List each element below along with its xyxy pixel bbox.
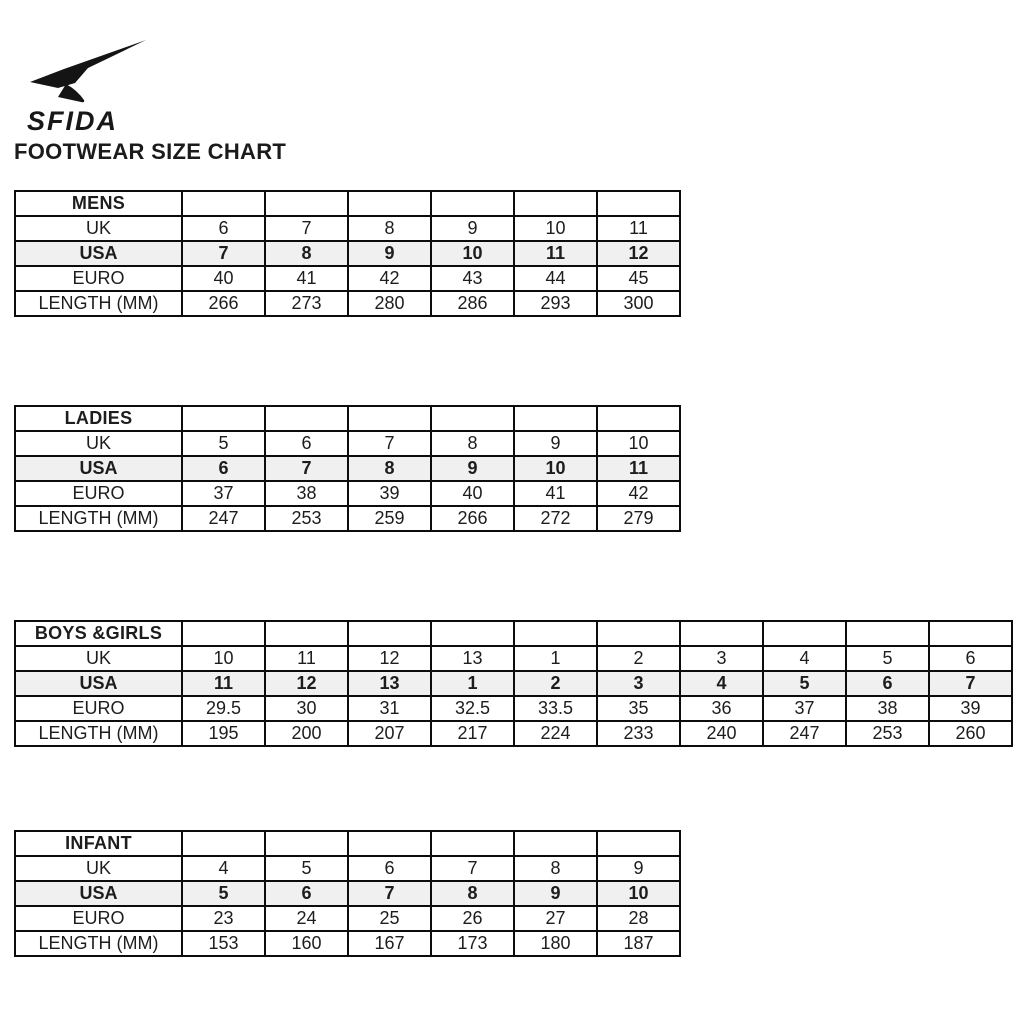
size-value: 43 (431, 266, 514, 291)
size-value: 10 (514, 456, 597, 481)
size-value: 247 (763, 721, 846, 746)
size-value: 253 (846, 721, 929, 746)
row-label: USA (15, 456, 182, 481)
size-value: 6 (265, 881, 348, 906)
header-cell-empty (597, 191, 680, 216)
size-value: 3 (597, 671, 680, 696)
size-value: 293 (514, 291, 597, 316)
table-title: INFANT (15, 831, 182, 856)
size-value: 1 (431, 671, 514, 696)
size-value: 240 (680, 721, 763, 746)
size-value: 4 (680, 671, 763, 696)
lightning-bolt-icon (27, 38, 149, 104)
row-label: USA (15, 671, 182, 696)
size-table-boys-girls (14, 620, 1013, 747)
table-title: LADIES (15, 406, 182, 431)
size-value: 7 (348, 431, 431, 456)
size-value: 9 (431, 216, 514, 241)
size-value: 40 (431, 481, 514, 506)
header-cell-empty (514, 621, 597, 646)
header-cell-empty (929, 621, 1012, 646)
table-header-row (15, 191, 680, 216)
size-value: 39 (348, 481, 431, 506)
table-row-length-mm (15, 291, 680, 316)
header-cell-empty (597, 621, 680, 646)
size-value: 8 (431, 431, 514, 456)
header-cell-empty (846, 621, 929, 646)
row-label: LENGTH (MM) (15, 291, 182, 316)
size-value: 195 (182, 721, 265, 746)
size-value: 11 (265, 646, 348, 671)
row-label: EURO (15, 266, 182, 291)
size-value: 23 (182, 906, 265, 931)
size-value: 40 (182, 266, 265, 291)
size-value: 300 (597, 291, 680, 316)
size-value: 13 (431, 646, 514, 671)
table-row-length-mm (15, 506, 680, 531)
size-value: 280 (348, 291, 431, 316)
size-value: 5 (846, 646, 929, 671)
row-label: UK (15, 216, 182, 241)
size-value: 6 (265, 431, 348, 456)
header-cell-empty (265, 621, 348, 646)
table-row-usa (15, 881, 680, 906)
size-value: 2 (597, 646, 680, 671)
size-value: 8 (514, 856, 597, 881)
size-value: 273 (265, 291, 348, 316)
header-cell-empty (514, 191, 597, 216)
size-value: 247 (182, 506, 265, 531)
size-value: 3 (680, 646, 763, 671)
size-value: 272 (514, 506, 597, 531)
size-value: 27 (514, 906, 597, 931)
table-row-usa (15, 456, 680, 481)
size-value: 5 (265, 856, 348, 881)
size-value: 10 (597, 881, 680, 906)
header-cell-empty (348, 621, 431, 646)
table-row-uk (15, 431, 680, 456)
size-value: 253 (265, 506, 348, 531)
table-header-row (15, 831, 680, 856)
size-value: 37 (763, 696, 846, 721)
size-value: 10 (182, 646, 265, 671)
size-value: 200 (265, 721, 348, 746)
size-value: 286 (431, 291, 514, 316)
size-value: 7 (431, 856, 514, 881)
row-label: UK (15, 856, 182, 881)
header-cell-empty (348, 831, 431, 856)
size-value: 8 (348, 456, 431, 481)
size-value: 10 (431, 241, 514, 266)
header-cell-empty (182, 191, 265, 216)
size-value: 8 (348, 216, 431, 241)
size-value: 24 (265, 906, 348, 931)
size-value: 4 (763, 646, 846, 671)
table-row-euro (15, 481, 680, 506)
size-value: 6 (929, 646, 1012, 671)
size-value: 12 (597, 241, 680, 266)
size-value: 37 (182, 481, 265, 506)
header-cell-empty (514, 406, 597, 431)
header-cell-empty (431, 831, 514, 856)
row-label: EURO (15, 696, 182, 721)
table-title: MENS (15, 191, 182, 216)
size-value: 9 (514, 881, 597, 906)
header-cell-empty (265, 191, 348, 216)
header-cell-empty (680, 621, 763, 646)
size-value: 279 (597, 506, 680, 531)
size-value: 4 (182, 856, 265, 881)
row-label: LENGTH (MM) (15, 506, 182, 531)
header-cell-empty (597, 406, 680, 431)
header-cell-empty (182, 831, 265, 856)
size-value: 38 (846, 696, 929, 721)
size-value: 29.5 (182, 696, 265, 721)
header-cell-empty (431, 191, 514, 216)
size-value: 6 (182, 216, 265, 241)
size-value: 5 (182, 431, 265, 456)
size-value: 13 (348, 671, 431, 696)
size-value: 41 (514, 481, 597, 506)
size-value: 5 (763, 671, 846, 696)
row-label: USA (15, 881, 182, 906)
size-value: 11 (597, 456, 680, 481)
size-value: 224 (514, 721, 597, 746)
table-header-row (15, 406, 680, 431)
size-value: 44 (514, 266, 597, 291)
size-value: 11 (182, 671, 265, 696)
size-value: 153 (182, 931, 265, 956)
size-value: 11 (514, 241, 597, 266)
size-value: 6 (846, 671, 929, 696)
size-value: 187 (597, 931, 680, 956)
size-value: 1 (514, 646, 597, 671)
row-label: UK (15, 431, 182, 456)
table-title: BOYS &GIRLS (15, 621, 182, 646)
size-value: 167 (348, 931, 431, 956)
size-value: 10 (597, 431, 680, 456)
header-cell-empty (597, 831, 680, 856)
size-value: 26 (431, 906, 514, 931)
size-value: 42 (348, 266, 431, 291)
size-value: 173 (431, 931, 514, 956)
table-row-euro (15, 906, 680, 931)
size-value: 160 (265, 931, 348, 956)
size-value: 5 (182, 881, 265, 906)
header-cell-empty (763, 621, 846, 646)
size-value: 7 (265, 216, 348, 241)
size-value: 260 (929, 721, 1012, 746)
table-header-row (15, 621, 1012, 646)
size-value: 33.5 (514, 696, 597, 721)
size-value: 12 (348, 646, 431, 671)
size-value: 266 (431, 506, 514, 531)
size-value: 8 (265, 241, 348, 266)
header-cell-empty (431, 621, 514, 646)
row-label: LENGTH (MM) (15, 721, 182, 746)
size-value: 2 (514, 671, 597, 696)
size-value: 207 (348, 721, 431, 746)
size-value: 266 (182, 291, 265, 316)
table-row-uk (15, 856, 680, 881)
size-value: 12 (265, 671, 348, 696)
size-value: 8 (431, 881, 514, 906)
row-label: UK (15, 646, 182, 671)
size-value: 11 (597, 216, 680, 241)
size-value: 45 (597, 266, 680, 291)
size-table-mens (14, 190, 681, 317)
size-value: 30 (265, 696, 348, 721)
brand-name: SFIDA (27, 106, 118, 136)
header-cell-empty (182, 406, 265, 431)
header-cell-empty (431, 406, 514, 431)
size-value: 6 (182, 456, 265, 481)
size-value: 10 (514, 216, 597, 241)
size-value: 233 (597, 721, 680, 746)
size-value: 39 (929, 696, 1012, 721)
size-value: 9 (431, 456, 514, 481)
size-table-infant (14, 830, 681, 957)
row-label: USA (15, 241, 182, 266)
header-cell-empty (348, 406, 431, 431)
table-row-uk (15, 216, 680, 241)
size-value: 42 (597, 481, 680, 506)
size-value: 36 (680, 696, 763, 721)
size-value: 32.5 (431, 696, 514, 721)
size-value: 41 (265, 266, 348, 291)
table-row-usa (15, 671, 1012, 696)
size-value: 7 (182, 241, 265, 266)
header-cell-empty (182, 621, 265, 646)
size-value: 217 (431, 721, 514, 746)
page-title: FOOTWEAR SIZE CHART (14, 139, 287, 164)
header-cell-empty (265, 831, 348, 856)
header-cell-empty (514, 831, 597, 856)
table-row-euro (15, 696, 1012, 721)
row-label: EURO (15, 906, 182, 931)
size-value: 38 (265, 481, 348, 506)
size-value: 180 (514, 931, 597, 956)
header-cell-empty (265, 406, 348, 431)
size-value: 35 (597, 696, 680, 721)
table-row-euro (15, 266, 680, 291)
size-value: 7 (348, 881, 431, 906)
row-label: EURO (15, 481, 182, 506)
size-value: 25 (348, 906, 431, 931)
size-value: 259 (348, 506, 431, 531)
table-row-uk (15, 646, 1012, 671)
size-value: 7 (929, 671, 1012, 696)
header-cell-empty (348, 191, 431, 216)
size-value: 6 (348, 856, 431, 881)
table-row-length-mm (15, 721, 1012, 746)
size-value: 7 (265, 456, 348, 481)
size-table-ladies (14, 405, 681, 532)
size-value: 31 (348, 696, 431, 721)
size-value: 9 (348, 241, 431, 266)
table-row-usa (15, 241, 680, 266)
size-value: 9 (597, 856, 680, 881)
brand-logo (27, 38, 149, 137)
size-value: 28 (597, 906, 680, 931)
table-row-length-mm (15, 931, 680, 956)
row-label: LENGTH (MM) (15, 931, 182, 956)
size-value: 9 (514, 431, 597, 456)
